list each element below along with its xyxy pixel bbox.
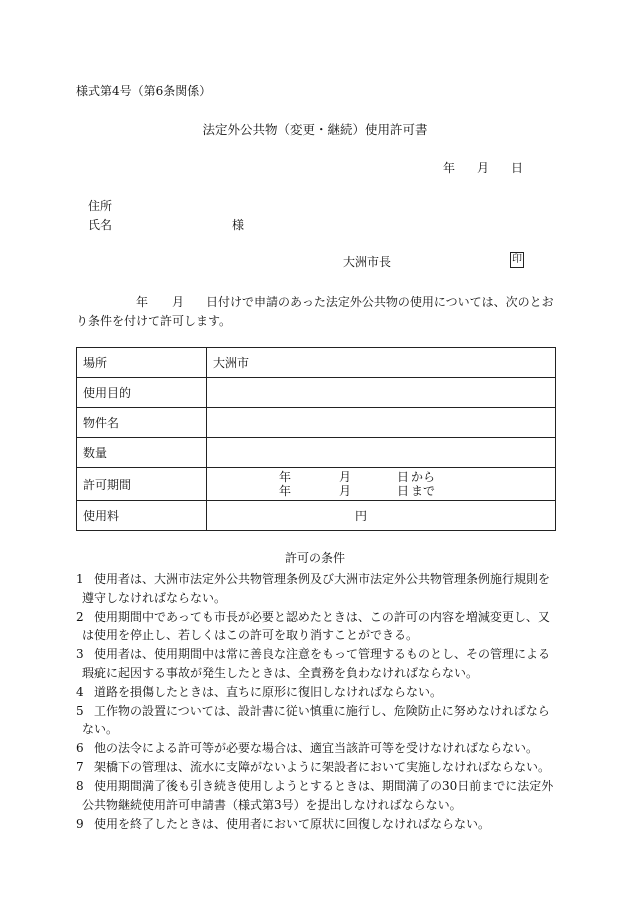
table-row-period <box>77 468 556 501</box>
condition-item <box>76 702 556 739</box>
condition-text: 使用期間満了後も引き続き使用しようとするときは、期間満了の30日前までに法定外 <box>94 779 554 793</box>
condition-item <box>76 777 556 814</box>
row-value <box>207 438 556 468</box>
address-label: 住所 <box>88 199 113 213</box>
seal-mark: 印 <box>510 252 524 268</box>
condition-number: 3 <box>76 647 84 661</box>
condition-number: 4 <box>76 684 84 699</box>
condition-number: 1 <box>76 572 84 586</box>
period-to-suffix: まで <box>411 484 436 498</box>
intro-month: 月 <box>172 295 185 309</box>
condition-text: 架橋下の管理は、流水に支障がないように架設者において実施しなければならない。 <box>94 760 551 774</box>
row-value <box>207 408 556 438</box>
condition-text: 使用者は、大洲市法定外公共物管理条例及び大洲市法定外公共物管理条例施行規則を <box>94 572 551 586</box>
condition-number: 7 <box>76 760 84 774</box>
period-label: 許可期間 <box>77 468 207 501</box>
condition-item <box>76 645 556 682</box>
issuer-name: 大洲市長 <box>343 255 392 269</box>
period-from-month: 月 <box>339 470 352 484</box>
condition-item <box>76 739 556 758</box>
condition-text: 遵守しなければならない。 <box>82 590 227 605</box>
fee-label: 使用料 <box>77 501 207 531</box>
condition-number: 8 <box>76 779 84 793</box>
period-from-suffix: から <box>411 470 436 484</box>
condition-item <box>76 758 556 777</box>
row-label: 使用目的 <box>77 378 207 408</box>
condition-text: 道路を損傷したときは、直ちに原形に復旧しなければならない。 <box>94 684 443 699</box>
condition-number: 5 <box>76 703 84 718</box>
period-to-month: 月 <box>339 484 352 498</box>
fee-unit: 円 <box>207 501 556 531</box>
condition-item <box>76 815 556 834</box>
table-row <box>77 408 556 438</box>
condition-text: 使用期間中であっても市長が必要と認めたときは、この許可の内容を増減変更し、又 <box>94 609 550 624</box>
period-value <box>207 468 556 501</box>
permit-table <box>76 347 556 531</box>
date-month: 月 <box>477 161 490 175</box>
condition-item <box>76 570 556 607</box>
intro-year: 年 <box>136 295 149 309</box>
table-row <box>77 438 556 468</box>
condition-number: 9 <box>76 816 84 831</box>
name-label: 氏名 <box>88 218 113 232</box>
period-from-year: 年 <box>279 470 292 484</box>
table-row <box>77 348 556 378</box>
condition-text: 工作物の設置については、設計書に従い慎重に施行し、危険防止に努めなければなら <box>94 703 550 718</box>
date-year: 年 <box>443 161 456 175</box>
intro-line-2: り条件を付けて許可します。 <box>76 314 232 328</box>
document-title: 法定外公共物（変更・継続）使用許可書 <box>202 122 428 137</box>
period-from-day: 日 <box>397 470 410 484</box>
period-to <box>279 485 435 498</box>
condition-item <box>76 608 556 645</box>
period-to-day: 日 <box>397 484 410 498</box>
condition-text: 瑕疵に起因する事故が発生したときは、全責務を負わなければならない。 <box>82 665 479 680</box>
condition-item <box>76 683 556 702</box>
issue-date <box>443 161 523 175</box>
period-from <box>279 471 435 484</box>
condition-number: 2 <box>76 609 84 624</box>
table-row-fee <box>77 501 556 531</box>
period-to-year: 年 <box>279 484 292 498</box>
condition-text: は使用を停止し、若しくはこの許可を取り消すことができる。 <box>82 628 419 642</box>
date-day: 日 <box>511 161 524 175</box>
condition-text: 使用者は、使用期間中は常に善良な注意をもって管理するものとし、その管理による <box>94 647 551 661</box>
row-label: 数量 <box>77 438 207 468</box>
condition-number: 6 <box>76 741 84 755</box>
honorific: 様 <box>232 218 245 232</box>
form-number: 様式第4号（第6条関係） <box>76 84 212 98</box>
row-label: 物件名 <box>77 408 207 438</box>
table-row <box>77 378 556 408</box>
condition-text: 他の法令による許可等が必要な場合は、適宜当該許可等を受けなければならない。 <box>94 741 539 755</box>
row-label: 場所 <box>77 348 207 378</box>
row-value <box>207 378 556 408</box>
conditions-title: 許可の条件 <box>284 551 345 565</box>
row-value: 大洲市 <box>207 348 556 378</box>
intro-text: 日付けで申請のあった法定外公共物の使用については、次のとお <box>206 295 554 309</box>
condition-text: 公共物継続使用許可申請書（様式第3号）を提出しなければならない。 <box>82 797 462 812</box>
condition-text: 使用を終了したときは、使用者において原状に回復しなければならない。 <box>94 816 491 831</box>
intro-line-1 <box>136 295 554 309</box>
condition-text: ない。 <box>82 722 119 736</box>
